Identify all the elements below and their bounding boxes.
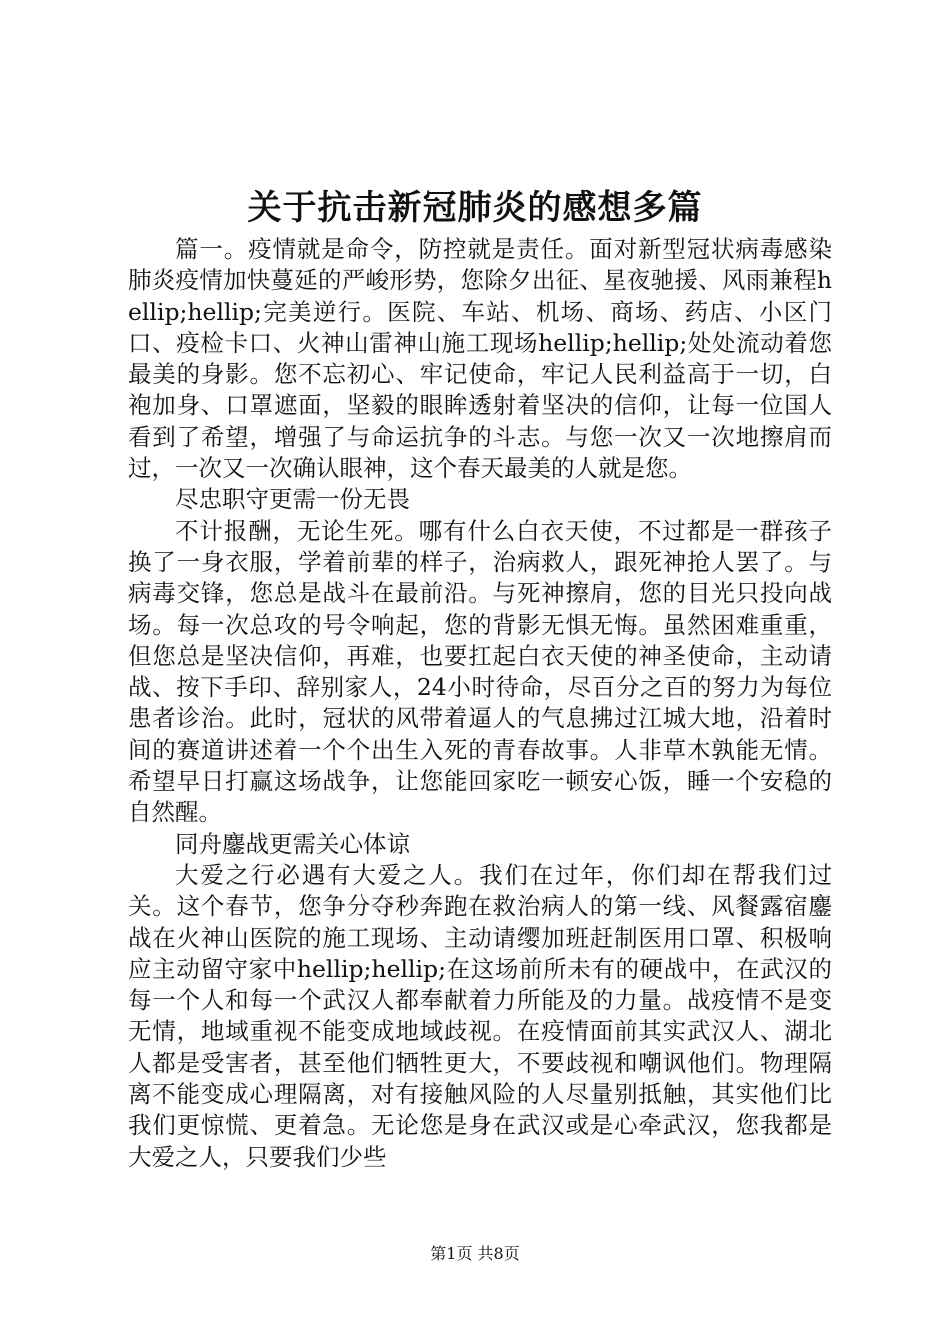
document-title: 关于抗击新冠肺炎的感想多篇 [247, 188, 703, 228]
paragraph: 大爱之行必遇有大爱之人。我们在过年，你们却在帮我们过关。这个春节，您争分夺秒奔跑在救治病人的第一线、风餐露宿鏖战在火神山医院的施工现场、主动请缨加班赶制医用口罩、积极响应主动留守家中hellip;hellip;在这场前所未有的硬战中，在武汉的每一个人和每一个武汉人都奉献着力所能及的力量。战疫情不是变无情，地域重视不能变成地域歧视。在疫情面前其实武汉人、湖北人都是受害者，甚至他们牺牲更大，不要歧视和嘲讽他们。物理隔离不能变成心理隔离，对有接触风险的人尽量别抵触，其实他们比我们更惊慌、更着急。无论您是身在武汉或是心牵武汉，您我都是大爱之人，只要我们少些 [128, 860, 832, 1171]
paragraph: 篇一。疫情就是命令，防控就是责任。面对新型冠状病毒感染肺炎疫情加快蔓延的严峻形势，您除夕出征、星夜驰援、风雨兼程hellip;hellip;完美逆行。医院、车站、机场、商场、药店、小区门口、疫检卡口、火神山雷神山施工现场hellip;hellip;处处流动着您最美的身影。您不忘初心、牢记使命，牢记人民利益高于一切，白袍加身、口罩遮面，坚毅的眼眸透射着坚决的信仰，让每一位国人看到了希望，增强了与命运抗争的斗志。与您一次又一次地擦肩而过，一次又一次确认眼神，这个春天最美的人就是您。 [128, 235, 832, 483]
document-body [128, 234, 832, 1173]
page-footer: 第1页 共8页 [430, 1244, 520, 1263]
section-heading: 同舟鏖战更需关心体谅 [175, 829, 410, 858]
paragraph: 不计报酬，无论生死。哪有什么白衣天使，不过都是一群孩子换了一身衣服，学着前辈的样子，治病救人，跟死神抢人罢了。与病毒交锋，您总是战斗在最前沿。与死神擦肩，您的目光只投向战场。每一次总攻的号令响起，您的背影无惧无悔。虽然困难重重，但您总是坚决信仰，再难，也要扛起白衣天使的神圣使命，主动请战、按下手印、辞别家人，24小时待命，尽百分之百的努力为每位患者诊治。此时，冠状的风带着逼人的气息拂过江城大地，沿着时间的赛道讲述着一个个出生入死的青春故事。人非草木孰能无情。希望早日打赢这场战争，让您能回家吃一顿安心饭，睡一个安稳的自然醒。 [128, 516, 832, 827]
section-heading: 尽忠职守更需一份无畏 [175, 485, 410, 514]
